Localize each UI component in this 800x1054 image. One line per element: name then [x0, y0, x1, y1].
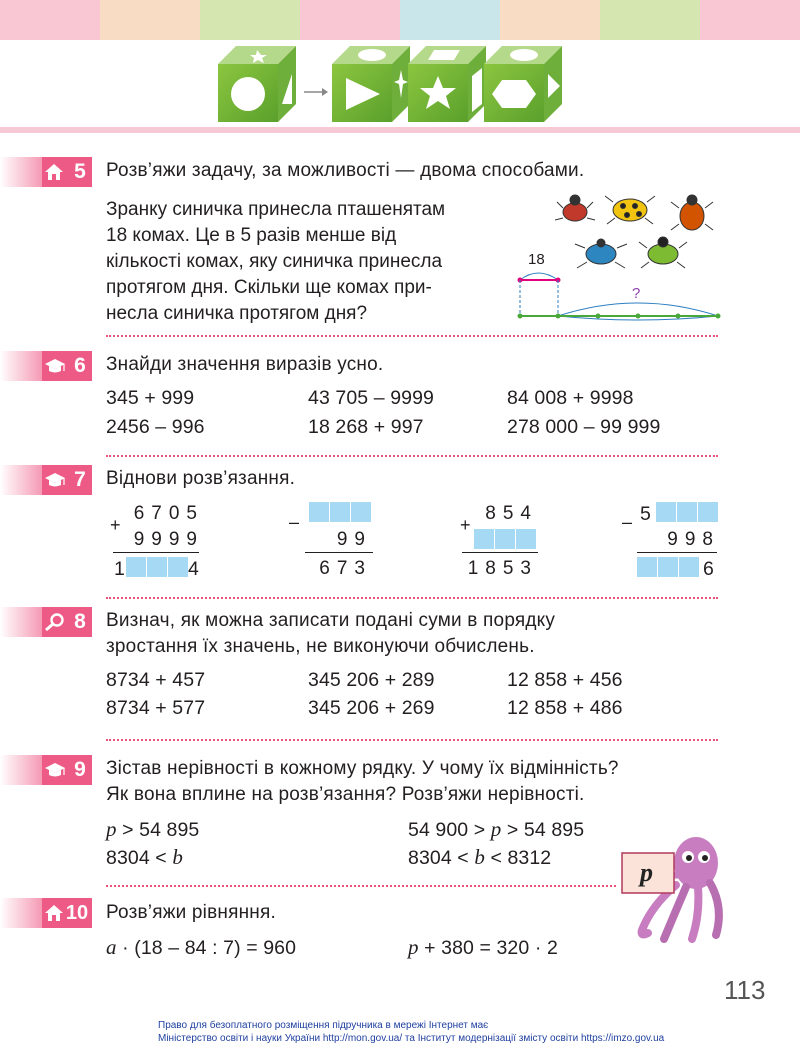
- sign: –: [622, 512, 633, 532]
- task-number: 9: [74, 758, 86, 781]
- missing-digit-cell[interactable]: [656, 502, 676, 522]
- dotted-separator: [106, 455, 718, 457]
- missing-digit-cell[interactable]: [516, 529, 536, 549]
- inequality-rest: > 54 895: [501, 819, 585, 841]
- graduation-cap-icon: [44, 761, 66, 779]
- shape-cubes-puzzle: [218, 46, 563, 122]
- sign: +: [460, 515, 471, 535]
- result-digit: 1: [114, 558, 125, 580]
- variable: p: [106, 817, 117, 841]
- equation: [106, 935, 296, 960]
- top-digit: 5: [640, 503, 651, 525]
- inequality: [408, 817, 584, 842]
- cube: [218, 46, 296, 122]
- diagram-label-unknown: ?: [632, 285, 641, 302]
- house-icon: [44, 904, 64, 922]
- stripe: [0, 0, 100, 40]
- task-badge: [0, 157, 92, 187]
- beetle: [671, 195, 713, 230]
- result-digit: 6: [703, 558, 714, 580]
- equation: [408, 935, 558, 960]
- stripe: [700, 0, 800, 40]
- expression: 345 206 + 289: [308, 669, 435, 691]
- task-number: 8: [74, 610, 86, 633]
- missing-digit-cell[interactable]: [637, 557, 657, 577]
- header-divider: [0, 127, 800, 133]
- segment-diagram: [514, 252, 724, 328]
- task-badge: [0, 607, 92, 637]
- task-badge: [0, 351, 92, 381]
- title-line: зростання їх значень, не виконуючи обчислень.: [106, 636, 535, 657]
- top-number: 854: [485, 503, 538, 524]
- variable: b: [172, 845, 183, 869]
- missing-digit-cell[interactable]: [677, 502, 697, 522]
- missing-digit-cell[interactable]: [495, 529, 515, 549]
- task-title: Знайди значення виразів усно.: [106, 354, 384, 375]
- task-title: [106, 756, 619, 808]
- cube: [484, 46, 562, 122]
- bottom-number: 99: [336, 529, 372, 550]
- problem-line: кількості комах, яку синичка принесла: [106, 251, 443, 272]
- inequality-pre: 8304 <: [106, 847, 173, 869]
- expression: 8734 + 457: [106, 669, 206, 691]
- missing-digit-cell[interactable]: [147, 557, 167, 577]
- task-badge: [0, 465, 92, 495]
- variable: p: [408, 935, 419, 959]
- graduation-cap-icon: [44, 357, 66, 375]
- result-number: 673: [319, 558, 372, 579]
- stripe: [300, 0, 400, 40]
- result-digit: 4: [188, 558, 199, 580]
- problem-line: несла синичка протягом дня?: [106, 303, 368, 324]
- task-title: [106, 608, 555, 660]
- expression: 345 206 + 269: [308, 697, 435, 719]
- expression: 8734 + 577: [106, 697, 206, 719]
- expression: 18 268 + 997: [308, 416, 424, 438]
- task-title: Віднови розв’язання.: [106, 468, 296, 489]
- magnifier-icon: [44, 613, 66, 631]
- result-number: 1853: [467, 558, 538, 579]
- stripe: [100, 0, 200, 40]
- task-badge: [0, 755, 92, 785]
- title-line: Визнач, як можна записати подані суми в порядку: [106, 610, 556, 631]
- task-number: 5: [74, 160, 86, 183]
- missing-digit-cell[interactable]: [351, 502, 371, 522]
- arrow-right-icon: [304, 88, 328, 96]
- problem-line: Зранку синичка принесла пташенятам: [106, 199, 446, 220]
- octopus-illustration: [612, 835, 727, 945]
- dotted-separator: [106, 739, 718, 741]
- card-letter: p: [640, 858, 653, 887]
- task-number: 6: [74, 354, 86, 377]
- inequality: [106, 845, 183, 870]
- dotted-separator: [106, 335, 718, 337]
- stripe: [500, 0, 600, 40]
- title-line: Зістав нерівності в кожному рядку. У чому їх відмінність?: [106, 758, 619, 779]
- problem-line: протягом дня. Скільки ще комах при-: [106, 277, 432, 298]
- task-badge: [0, 898, 92, 928]
- bottom-number: 998: [667, 529, 720, 550]
- equation-rest: + 380 = 320 · 2: [418, 937, 558, 959]
- inequality-rest: > 54 895: [116, 819, 200, 841]
- beetle: [555, 195, 595, 221]
- sign: +: [110, 515, 121, 535]
- missing-digit-cell[interactable]: [168, 557, 188, 577]
- inequality-pre: 54 900 >: [408, 819, 491, 841]
- footer-line: Право для безоплатного розміщення підручника в мережі Інтернет має: [158, 1020, 489, 1031]
- missing-digit-cell[interactable]: [658, 557, 678, 577]
- missing-digit-cell[interactable]: [126, 557, 146, 577]
- title-line: Як вона вплине на розв’язання? Розв’яжи нерівності.: [106, 784, 585, 805]
- bottom-number: 9999: [133, 529, 204, 550]
- task-number: 10: [65, 902, 89, 924]
- variable: a: [106, 935, 117, 959]
- stripe: [600, 0, 700, 40]
- task-title: Розв’яжи рівняння.: [106, 902, 276, 923]
- top-number: 6705: [133, 503, 204, 524]
- inequality: [408, 845, 551, 870]
- problem-text: [106, 197, 445, 327]
- variable: p: [490, 817, 502, 841]
- equation-rest: · (18 – 84 : 7) = 960: [116, 937, 297, 959]
- graduation-cap-icon: [44, 471, 66, 489]
- result-line: [113, 552, 199, 553]
- problem-line: 18 комах. Це в 5 разів менше від: [106, 225, 397, 246]
- page-number: 113: [724, 975, 766, 1005]
- sign: –: [289, 512, 300, 532]
- stripe: [400, 0, 500, 40]
- stripe: [200, 0, 300, 40]
- cube: [332, 46, 410, 122]
- beetle: [605, 196, 655, 224]
- dotted-separator: [106, 885, 616, 887]
- result-line: [305, 552, 373, 553]
- expression: 345 + 999: [106, 387, 195, 409]
- expression: 278 000 – 99 999: [507, 416, 661, 438]
- missing-digit-cell[interactable]: [679, 557, 699, 577]
- task-title: Розв’яжи задачу, за можливості — двома способами.: [106, 160, 585, 181]
- inequality-rest: < 8312: [484, 847, 552, 869]
- missing-digit-cell[interactable]: [309, 502, 329, 522]
- result-line: [637, 552, 717, 553]
- header-stripes: [0, 0, 800, 40]
- cube: [408, 46, 486, 122]
- task-number: 7: [74, 468, 86, 491]
- house-icon: [44, 163, 64, 181]
- dotted-separator: [106, 597, 718, 599]
- expression: 84 008 + 9998: [507, 387, 634, 409]
- missing-digit-cell[interactable]: [698, 502, 718, 522]
- expression: 12 858 + 486: [507, 697, 623, 719]
- expression: 12 858 + 456: [507, 669, 623, 691]
- missing-digit-cell[interactable]: [474, 529, 494, 549]
- expression: 2456 – 996: [106, 416, 205, 438]
- diagram-label-known: 18: [528, 251, 545, 268]
- missing-digit-cell[interactable]: [330, 502, 350, 522]
- inequality-pre: 8304 <: [408, 847, 475, 869]
- result-line: [462, 552, 538, 553]
- expression: 43 705 – 9999: [308, 387, 435, 409]
- inequality: [106, 817, 199, 842]
- variable: b: [474, 845, 485, 869]
- footer-line: Міністерство освіти і науки України http://mon.gov.ua/ та Інститут модернізації змісту освіти https://imzo.gov.ua: [158, 1033, 665, 1044]
